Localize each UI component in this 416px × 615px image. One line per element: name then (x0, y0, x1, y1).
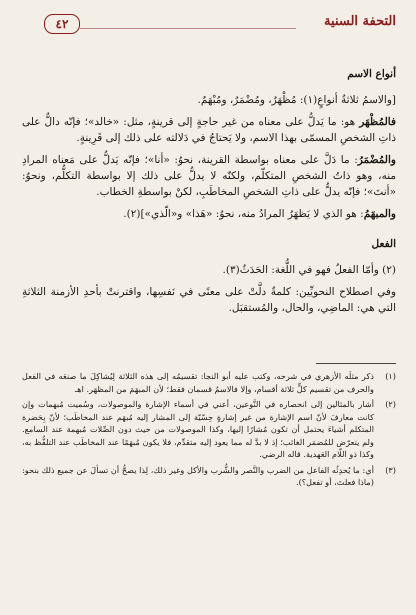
mazhar-term: فالمُظْهَر (359, 116, 396, 128)
mudmar-definition: : ما دَلَّ على معناه بواسطة القرينة، نحوُ: «أنا»؛ فإنّه يَدلُّ على مَعناه المرادِ منه، وهو ذاتُ الشخصِ المتكلّم، ولكنّه لا يدلُّ على ذلك إلا بواسطة التكلُّم، ونحوُ: «أنتَ»؛ فإنّه يدلُّ على ذاتِ الشخصِ المخاطَبِ، لكنْ بواسطةِ الخطاب. (22, 154, 396, 198)
mazhar-definition: هو: ما يَدلُّ على معناه من غير حاجةٍ إلى قرينةٍ، مثل: «خالد»؛ فإنّه دالٌّ على ذاتِ الشخصِ المسمّى بهذا الاسم، ولا يَحتاجُ في دَلالته على ذلك إلى قَرِينةٍ. (22, 116, 396, 144)
mubham-paragraph (22, 206, 396, 222)
mudmar-term: والمُضْمَرُ (357, 154, 396, 166)
mazhar-paragraph (22, 114, 396, 146)
footnote (22, 398, 396, 461)
footnote-number: (١) (385, 371, 396, 381)
footnote-text: ذكر مثلَه الأزهري في شرحه، وكتب عليه أبو النجا: تقسيمُه إلى هذه الثلاثة لِيُشاكِلَ ما صنعَه في الفعل والحرف من تقسيم كلٍّ ثلاثة أقسام، وإلا فالاسمُ قسمان فقط؛ لأن المبهَمَ من المظهَر. اهـ (22, 371, 374, 394)
footnote-number: (٣) (385, 464, 396, 475)
footnote-text: أشار بالمثالين إلى انحصاره في النَّوعين، أعني في أسماء الإشارة والموصولات، وسُميت مُبهمات وإن كانت معارفَ لأنّ اسم الإشارة من غير إشارةٍ حِسّيّة إلى المشار إليه مُبهَم عند المخاطَب؛ لأنّ بِحَضرة المتكلم أشياءَ يحتمل أن تكون مُشارًا إليها، وكذا الموصولات من حيث دون الصِّلات مُبهمة عند السامع. ولم يتعرّض للمُضمَر الغائب؛ إذ لا بدَّ له مما يعود إليه متقدِّم، فلا يكون مُبهَمًا عند المخاطَب عند التلفُّظ به، وكذا ذو اللّام العَهدية. قاله الرضي. (22, 399, 374, 459)
intro-paragraph: [والاسمُ ثلاثةُ أنواعٍ(١): مُظْهَرٌ، ومُضْمَرٌ، ومُبْهَمٌ. (197, 94, 396, 106)
footnote (22, 370, 396, 395)
section-heading-verb: الفعل (371, 238, 396, 250)
footnote-text: أي: ما يُحدِثُه الفاعل من الضرب والنَّصر والشُّرب والأكل وغير ذلك، لِذا يصحُّ أن تسألَ عن جميع ذلك بنحو: (ماذا فعلتَ، أو تفعل؟). (22, 464, 374, 487)
footnotes (22, 370, 396, 492)
mudmar-paragraph (22, 152, 396, 200)
verb-technical-paragraph: وفي اصطلاح النحويِّين: كلمةٌ دلَّتْ على معنًى في نَفسِها، واقترنتْ بأحدِ الأزمنة الثلاثةِ التي هي: الماضِي، والحال، والمُستقبَل. (22, 286, 396, 314)
page-header (20, 14, 396, 36)
section-heading-noun-types: أنواع الاسم (347, 68, 396, 80)
mubham-term: والمبهَمُ (363, 208, 396, 220)
footnote-number: (٢) (385, 399, 396, 409)
main-text (22, 66, 396, 322)
footnote (22, 464, 396, 489)
footnote-separator (316, 363, 396, 364)
book-title: التحفة السنية (324, 14, 396, 29)
verb-linguistic-paragraph: (٢) وأمّا الفعلُ فهو في اللُّغة: الحَدَثُ(٣). (222, 264, 396, 276)
header-rule (80, 28, 296, 29)
mubham-definition: : هو الذي لا يَظهَرُ المرادُ منه، نحوُ: «هَذا» و«الّذي»](٢). (123, 208, 364, 220)
page-number: ٤٢ (44, 14, 80, 34)
